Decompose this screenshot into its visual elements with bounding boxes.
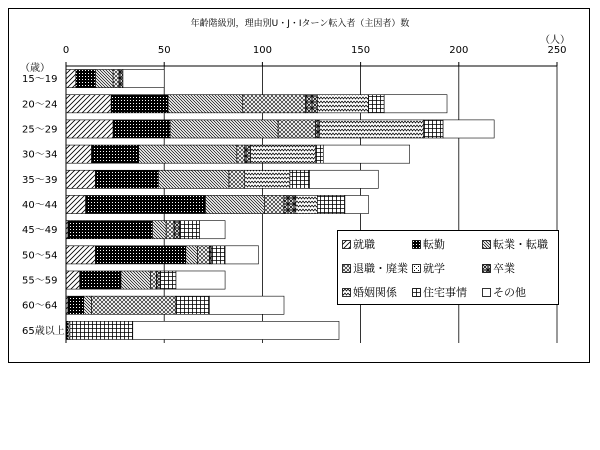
legend-label: 就学 — [423, 262, 445, 275]
bar-segment — [150, 271, 156, 289]
legend-swatch — [412, 264, 421, 273]
y-category-label: 30～34 — [22, 149, 58, 161]
bar-segment — [225, 246, 258, 264]
bar-segment — [200, 221, 226, 239]
bar-segment — [229, 170, 245, 188]
bar-segment — [80, 271, 121, 289]
legend-swatch — [412, 240, 421, 249]
bar-segment — [160, 271, 176, 289]
bar-segment — [133, 321, 339, 339]
bar-segment — [121, 271, 150, 289]
legend-label: 転勤 — [423, 238, 445, 251]
bar-segment — [66, 95, 111, 113]
bar-segment — [176, 271, 225, 289]
bar-segment — [243, 95, 306, 113]
x-tick-label: 0 — [62, 45, 70, 56]
bar-segment — [111, 95, 168, 113]
bar-segment — [317, 95, 368, 113]
legend-label: 婚姻関係 — [353, 286, 397, 299]
bar-segment — [176, 296, 209, 314]
bar-segment — [119, 70, 123, 88]
bar-segment — [205, 195, 264, 213]
x-tick-label: 100 — [252, 45, 272, 56]
legend-item — [412, 260, 445, 276]
bar-segment — [66, 246, 95, 264]
y-category-label: 15～19 — [22, 74, 58, 86]
x-tick-label: 200 — [449, 45, 469, 56]
bar-segment — [368, 95, 384, 113]
bar-segment — [306, 95, 318, 113]
bar-segment — [95, 246, 185, 264]
bar-segment — [139, 145, 237, 163]
bar-segment — [319, 120, 423, 138]
legend-swatch — [342, 240, 351, 249]
legend-swatch — [482, 240, 491, 249]
legend-item — [412, 284, 467, 300]
bar-segment — [66, 271, 80, 289]
x-tick-label: 50 — [157, 45, 171, 56]
bar-segment — [66, 145, 92, 163]
legend-item — [342, 284, 397, 300]
bar-segment — [152, 221, 166, 239]
legend-swatch — [342, 264, 351, 273]
bar-segment — [211, 246, 225, 264]
y-category-label: 35～39 — [22, 174, 58, 186]
x-axis-unit: （人） — [540, 35, 570, 46]
bar-segment — [384, 95, 447, 113]
bar-segment — [66, 195, 86, 213]
bar-segment — [66, 120, 113, 138]
bar-segment — [68, 221, 152, 239]
bar-segment — [310, 170, 379, 188]
bar-segment — [443, 120, 494, 138]
bar-segment — [251, 145, 316, 163]
bar-segment — [92, 296, 176, 314]
legend — [337, 230, 559, 305]
bar-segment — [84, 296, 92, 314]
legend-item — [482, 236, 548, 252]
legend-label: 転業・転職 — [493, 238, 548, 251]
legend-swatch — [482, 288, 491, 297]
legend-swatch — [342, 288, 351, 297]
bar-segment — [278, 120, 315, 138]
y-axis-label: （歳） — [20, 63, 50, 74]
bar-segment — [317, 195, 344, 213]
legend-label: その他 — [493, 286, 526, 299]
bar-segment — [245, 170, 290, 188]
bar-segment — [68, 296, 84, 314]
legend-item — [412, 236, 445, 252]
legend-item — [342, 260, 408, 276]
legend-label: 就職 — [353, 238, 375, 251]
y-category-label: 25～29 — [22, 124, 58, 136]
bar-segment — [113, 120, 170, 138]
bar-segment — [245, 145, 251, 163]
legend-swatch — [412, 288, 421, 297]
bar-segment — [284, 195, 296, 213]
y-category-label: 60～64 — [22, 300, 58, 312]
legend-item — [342, 236, 375, 252]
bar-segment — [315, 120, 319, 138]
chart-title: 年齢階級別，理由別U・J・Iターン転入者（主因者）数 — [190, 19, 410, 29]
legend-label: 住宅事情 — [423, 286, 467, 299]
legend-item — [482, 260, 515, 276]
bar-segment — [209, 296, 284, 314]
bar-segment — [180, 221, 200, 239]
bar-segment — [264, 195, 284, 213]
x-tick-label: 250 — [547, 45, 567, 56]
bar-segment — [166, 221, 174, 239]
bar-segment — [86, 195, 206, 213]
bar-segment — [66, 170, 95, 188]
bar-segment — [158, 170, 229, 188]
bar-segment — [156, 271, 160, 289]
bar-segment — [290, 170, 310, 188]
bar-segment — [296, 195, 318, 213]
y-category-label: 45～49 — [22, 225, 58, 237]
bar-segment — [174, 221, 180, 239]
bar-segment — [76, 70, 96, 88]
legend-item — [482, 284, 526, 300]
bar-segment — [315, 145, 323, 163]
legend-swatch — [482, 264, 491, 273]
legend-label: 退職・廃業 — [353, 262, 408, 275]
bar-segment — [70, 321, 133, 339]
bar-segment — [168, 95, 243, 113]
bar-segment — [186, 246, 198, 264]
bar-segment — [95, 70, 113, 88]
bar-segment — [198, 246, 210, 264]
bar-segment — [95, 170, 158, 188]
bar-segment — [323, 145, 409, 163]
y-category-label: 20～24 — [22, 99, 58, 111]
y-category-label: 55～59 — [22, 275, 58, 287]
bar-segment — [113, 70, 119, 88]
y-category-label: 40～44 — [22, 200, 58, 211]
bar-segment — [237, 145, 245, 163]
y-category-label: 50～54 — [22, 250, 58, 262]
x-tick-label: 150 — [351, 45, 371, 56]
bar-segment — [123, 70, 164, 88]
bar-segment — [92, 145, 139, 163]
bar-segment — [423, 120, 443, 138]
bar-segment — [66, 70, 76, 88]
bar-segment — [345, 195, 369, 213]
bar-segment — [170, 120, 278, 138]
y-category-label: 65歳以上 — [22, 325, 65, 337]
legend-label: 卒業 — [493, 262, 515, 275]
